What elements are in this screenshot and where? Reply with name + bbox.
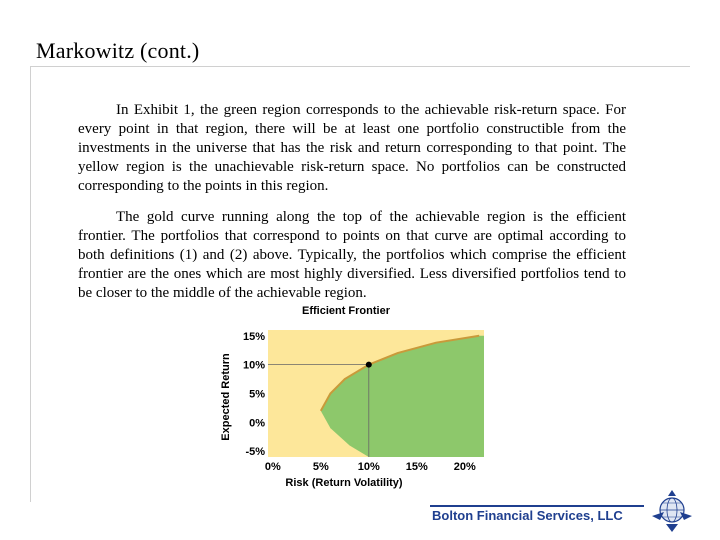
- globe-eagle-logo-icon: [648, 488, 696, 534]
- chart-title: Efficient Frontier: [301, 305, 391, 317]
- x-tick-label: 15%: [405, 461, 428, 473]
- slide-title: Markowitz (cont.): [36, 38, 200, 63]
- company-name: Bolton Financial Services, LLC: [432, 508, 623, 523]
- y-tick-label: -5%: [245, 446, 265, 459]
- y-axis-label: Expected Return: [220, 353, 232, 441]
- title-divider: [30, 66, 690, 67]
- x-tick-label: 20%: [453, 461, 476, 473]
- y-tick-label: 5%: [249, 388, 265, 401]
- x-tick-label: 5%: [312, 461, 329, 473]
- x-tick-label: 0%: [264, 461, 281, 473]
- left-divider: [30, 66, 31, 502]
- y-tick-label: 10%: [242, 359, 265, 372]
- y-tick-label: 0%: [249, 417, 265, 430]
- x-axis-label: Risk (Return Volatility): [285, 477, 403, 489]
- paragraph-achievable-region: In Exhibit 1, the green region corresponds to the achievable risk-return space. For every point in that region, there will be at least one portfolio constructible from the investments in the universe that has the risk and return corresponding to that point. The yellow region is the unachievable risk-return space. No portfolios can be constructed corresponding to the points in this region.: [78, 102, 626, 194]
- efficient-frontier-chart: [210, 300, 500, 492]
- optimal-portfolio-point: [366, 362, 372, 368]
- x-tick-label: 10%: [357, 461, 380, 473]
- footer-divider: [430, 505, 644, 507]
- paragraph-efficient-frontier: The gold curve running along the top of the achievable region is the efficient frontier. The portfolios that correspond to points on that curve are optimal according to both definitions (1) and (2) above. Typically, the portfolios which comprise the efficient frontier are the ones which are most highly diversified. Less diversified portfolios tend to be closer to the middle of the achievable region.: [78, 209, 626, 301]
- y-tick-label: 15%: [242, 330, 265, 343]
